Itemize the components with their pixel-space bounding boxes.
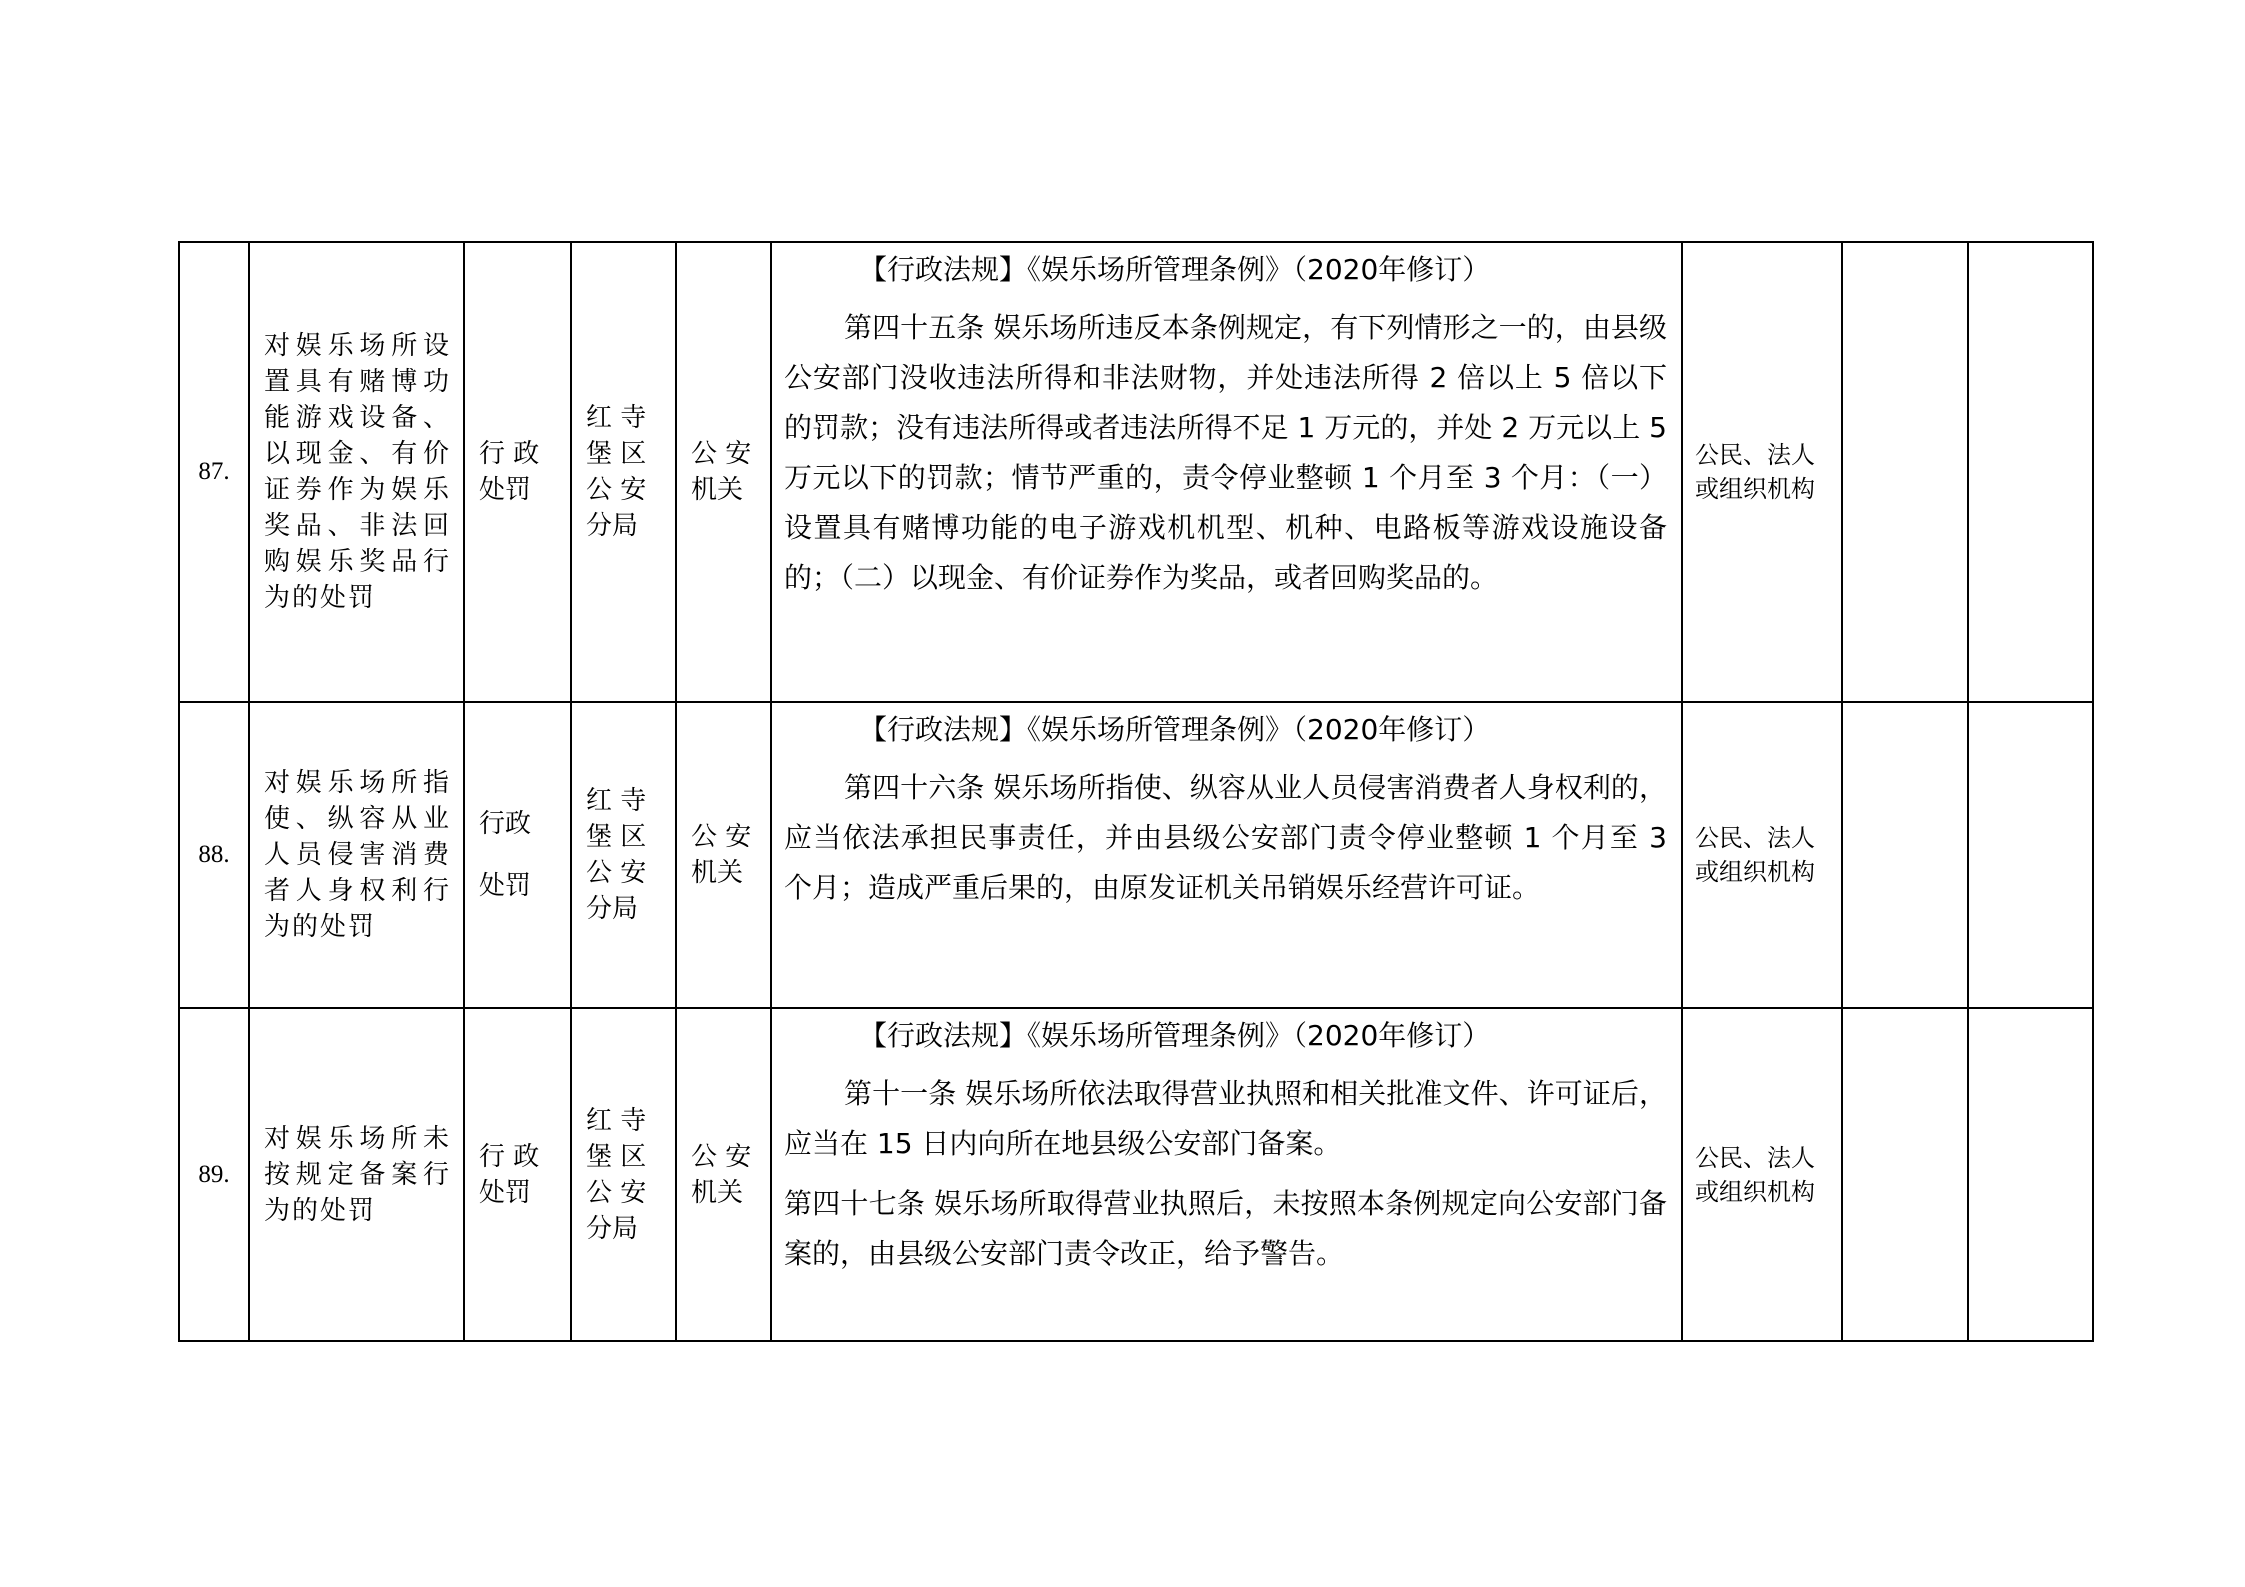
category-line: 行 政	[479, 439, 540, 469]
org-line: 堡 区	[586, 1141, 647, 1172]
subject-line: 或组织机构	[1695, 475, 1815, 503]
org-line: 公 安	[586, 475, 647, 505]
category-line: 处罚	[479, 871, 532, 901]
org-line: 分局	[586, 511, 639, 541]
org-line: 公 安	[586, 858, 647, 888]
item-name: 对娱乐场所设置具有赌博功能游戏设备、以现金、有价证券作为娱乐奖品、非法回购娱乐奖品行为的处罚	[249, 242, 464, 702]
table-row	[179, 1008, 2093, 1341]
category-line: 处罚	[479, 475, 532, 505]
subject-line: 或组织机构	[1695, 858, 1815, 886]
empty-cell	[1968, 702, 2093, 1008]
target-subject	[1682, 702, 1842, 1008]
basis-paragraph: 第四十五条 娱乐场所违反本条例规定，有下列情形之一的，由县级公安部门没收违法所得和非法财物，并处违法所得 2 倍以上 5 倍以下的罚款；没有违法所得或者违法所得不足 1 万元的，并处 2 万元以上 5 万元以下的罚款；情节严重的，责令停业整顿 1 个月至 3 个月：（一）设置具有赌博功能的电子游戏机机型、机种、电路板等游戏设施设备的；（二）以现金、有价证券作为奖品，或者回购奖品的。	[784, 311, 1667, 594]
empty-cell	[1842, 242, 1968, 702]
row-number: 89.	[179, 1008, 249, 1341]
target-subject	[1682, 1008, 1842, 1341]
item-name: 对娱乐场所未按规定备案行为的处罚	[249, 1008, 464, 1341]
basis-title: 【行政法规】《娱乐场所管理条例》（2020年修订）	[859, 1019, 1491, 1052]
empty-cell	[1842, 702, 1968, 1008]
empty-cell	[1968, 1008, 2093, 1341]
basis-title: 【行政法规】《娱乐场所管理条例》（2020年修订）	[859, 713, 1491, 746]
legal-basis	[771, 1008, 1682, 1341]
org-line: 红 寺	[586, 1105, 647, 1136]
implementing-organization	[571, 1008, 676, 1341]
dept-line: 机关	[691, 475, 744, 505]
item-category	[464, 702, 571, 1008]
org-line: 分局	[586, 894, 639, 924]
empty-cell	[1968, 242, 2093, 702]
subject-line: 公民、法人	[1695, 441, 1815, 469]
dept-line: 公 安	[691, 822, 752, 852]
empty-cell	[1842, 1008, 1968, 1341]
implementing-organization	[571, 242, 676, 702]
legal-basis	[771, 242, 1682, 702]
responsible-department	[676, 702, 771, 1008]
dept-line: 公 安	[691, 439, 752, 469]
dept-line: 机关	[691, 1177, 744, 1208]
basis-paragraph: 第十一条 娱乐场所依法取得营业执照和相关批准文件、许可证后，应当在 15 日内向所在地县级公安部门备案。	[784, 1077, 1667, 1160]
basis-paragraph: 第四十六条 娱乐场所指使、纵容从业人员侵害消费者人身权利的，应当依法承担民事责任，并由县级公安部门责令停业整顿 1 个月至 3 个月；造成严重后果的，由原发证机关吊销娱乐经营许可证。	[784, 771, 1667, 904]
org-line: 分局	[586, 1213, 639, 1244]
item-name: 对娱乐场所指使、纵容从业人员侵害消费者人身权利行为的处罚	[249, 702, 464, 1008]
subject-line: 或组织机构	[1695, 1177, 1815, 1206]
penalty-table	[178, 241, 2094, 1342]
org-line: 红 寺	[586, 786, 647, 816]
subject-line: 公民、法人	[1695, 824, 1815, 852]
org-line: 公 安	[586, 1177, 647, 1208]
category-line: 行政	[479, 809, 532, 839]
row-number: 88.	[179, 702, 249, 1008]
legal-basis	[771, 702, 1682, 1008]
dept-line: 公 安	[691, 1141, 752, 1172]
category-line: 行 政	[479, 1141, 540, 1172]
org-line: 堡 区	[586, 439, 647, 469]
category-line: 处罚	[479, 1177, 532, 1208]
target-subject	[1682, 242, 1842, 702]
responsible-department	[676, 242, 771, 702]
item-category	[464, 242, 571, 702]
table-row	[179, 702, 2093, 1008]
row-number: 87.	[179, 242, 249, 702]
table-row	[179, 242, 2093, 702]
basis-paragraph: 第四十七条 娱乐场所取得营业执照后，未按照本条例规定向公安部门备案的，由县级公安部门责令改正，给予警告。	[784, 1187, 1667, 1270]
dept-line: 机关	[691, 858, 744, 888]
responsible-department	[676, 1008, 771, 1341]
item-category	[464, 1008, 571, 1341]
subject-line: 公民、法人	[1695, 1143, 1815, 1172]
basis-title: 【行政法规】《娱乐场所管理条例》（2020年修订）	[859, 253, 1491, 286]
implementing-organization	[571, 702, 676, 1008]
org-line: 堡 区	[586, 822, 647, 852]
org-line: 红 寺	[586, 403, 647, 433]
